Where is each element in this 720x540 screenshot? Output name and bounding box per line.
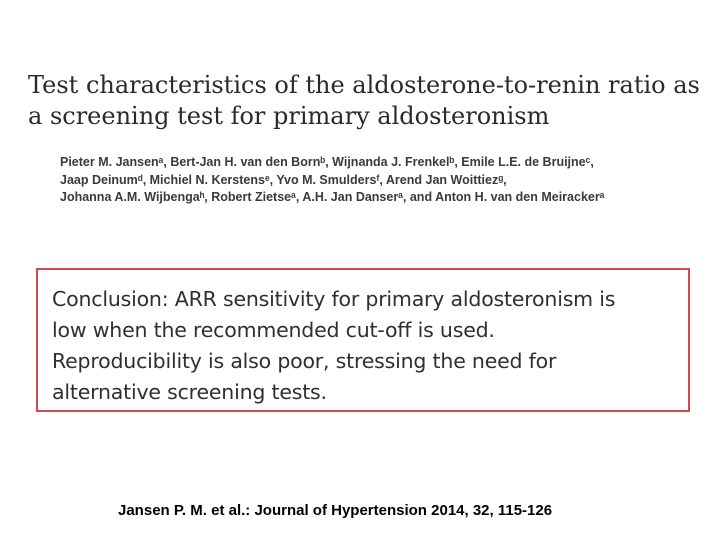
- conclusion-line: Reproducibility is also poor, stressing the need for: [52, 349, 557, 373]
- conclusion-label: Conclusion:: [52, 287, 169, 311]
- conclusion-line: alternative screening tests.: [52, 380, 327, 404]
- paper-title-line: Test characteristics of the aldosterone-to-renin ratio as: [28, 71, 700, 99]
- author-list: [60, 154, 710, 207]
- paper-title-line: a screening test for primary aldosteronism: [28, 102, 550, 130]
- author-line: Pieter M. Jansenᵃ, Bert-Jan H. van den Bornᵇ, Wijnanda J. Frenkelᵇ, Emile L.E. de Bruijneᶜ,: [60, 155, 594, 169]
- author-line: Johanna A.M. Wijbengaʰ, Robert Zietseᵃ, A.H. Jan Danserᵃ, and Anton H. van den Meirackerᵃ: [60, 190, 605, 204]
- paper-title: [28, 70, 708, 132]
- conclusion-line: [52, 284, 682, 315]
- author-line: Jaap Deinumᵈ, Michiel N. Kerstensᵉ, Yvo M. Smuldersᶠ, Arend Jan Woittiezᵍ,: [60, 172, 507, 187]
- conclusion-line: low when the recommended cut-off is used.: [52, 318, 495, 342]
- conclusion-text: [52, 284, 682, 408]
- citation: Jansen P. M. et al.: Journal of Hypertension 2014, 32, 115-126: [118, 502, 553, 519]
- conclusion-box: [36, 268, 690, 412]
- conclusion-line-rest: ARR sensitivity for primary aldosteronism is: [168, 287, 616, 311]
